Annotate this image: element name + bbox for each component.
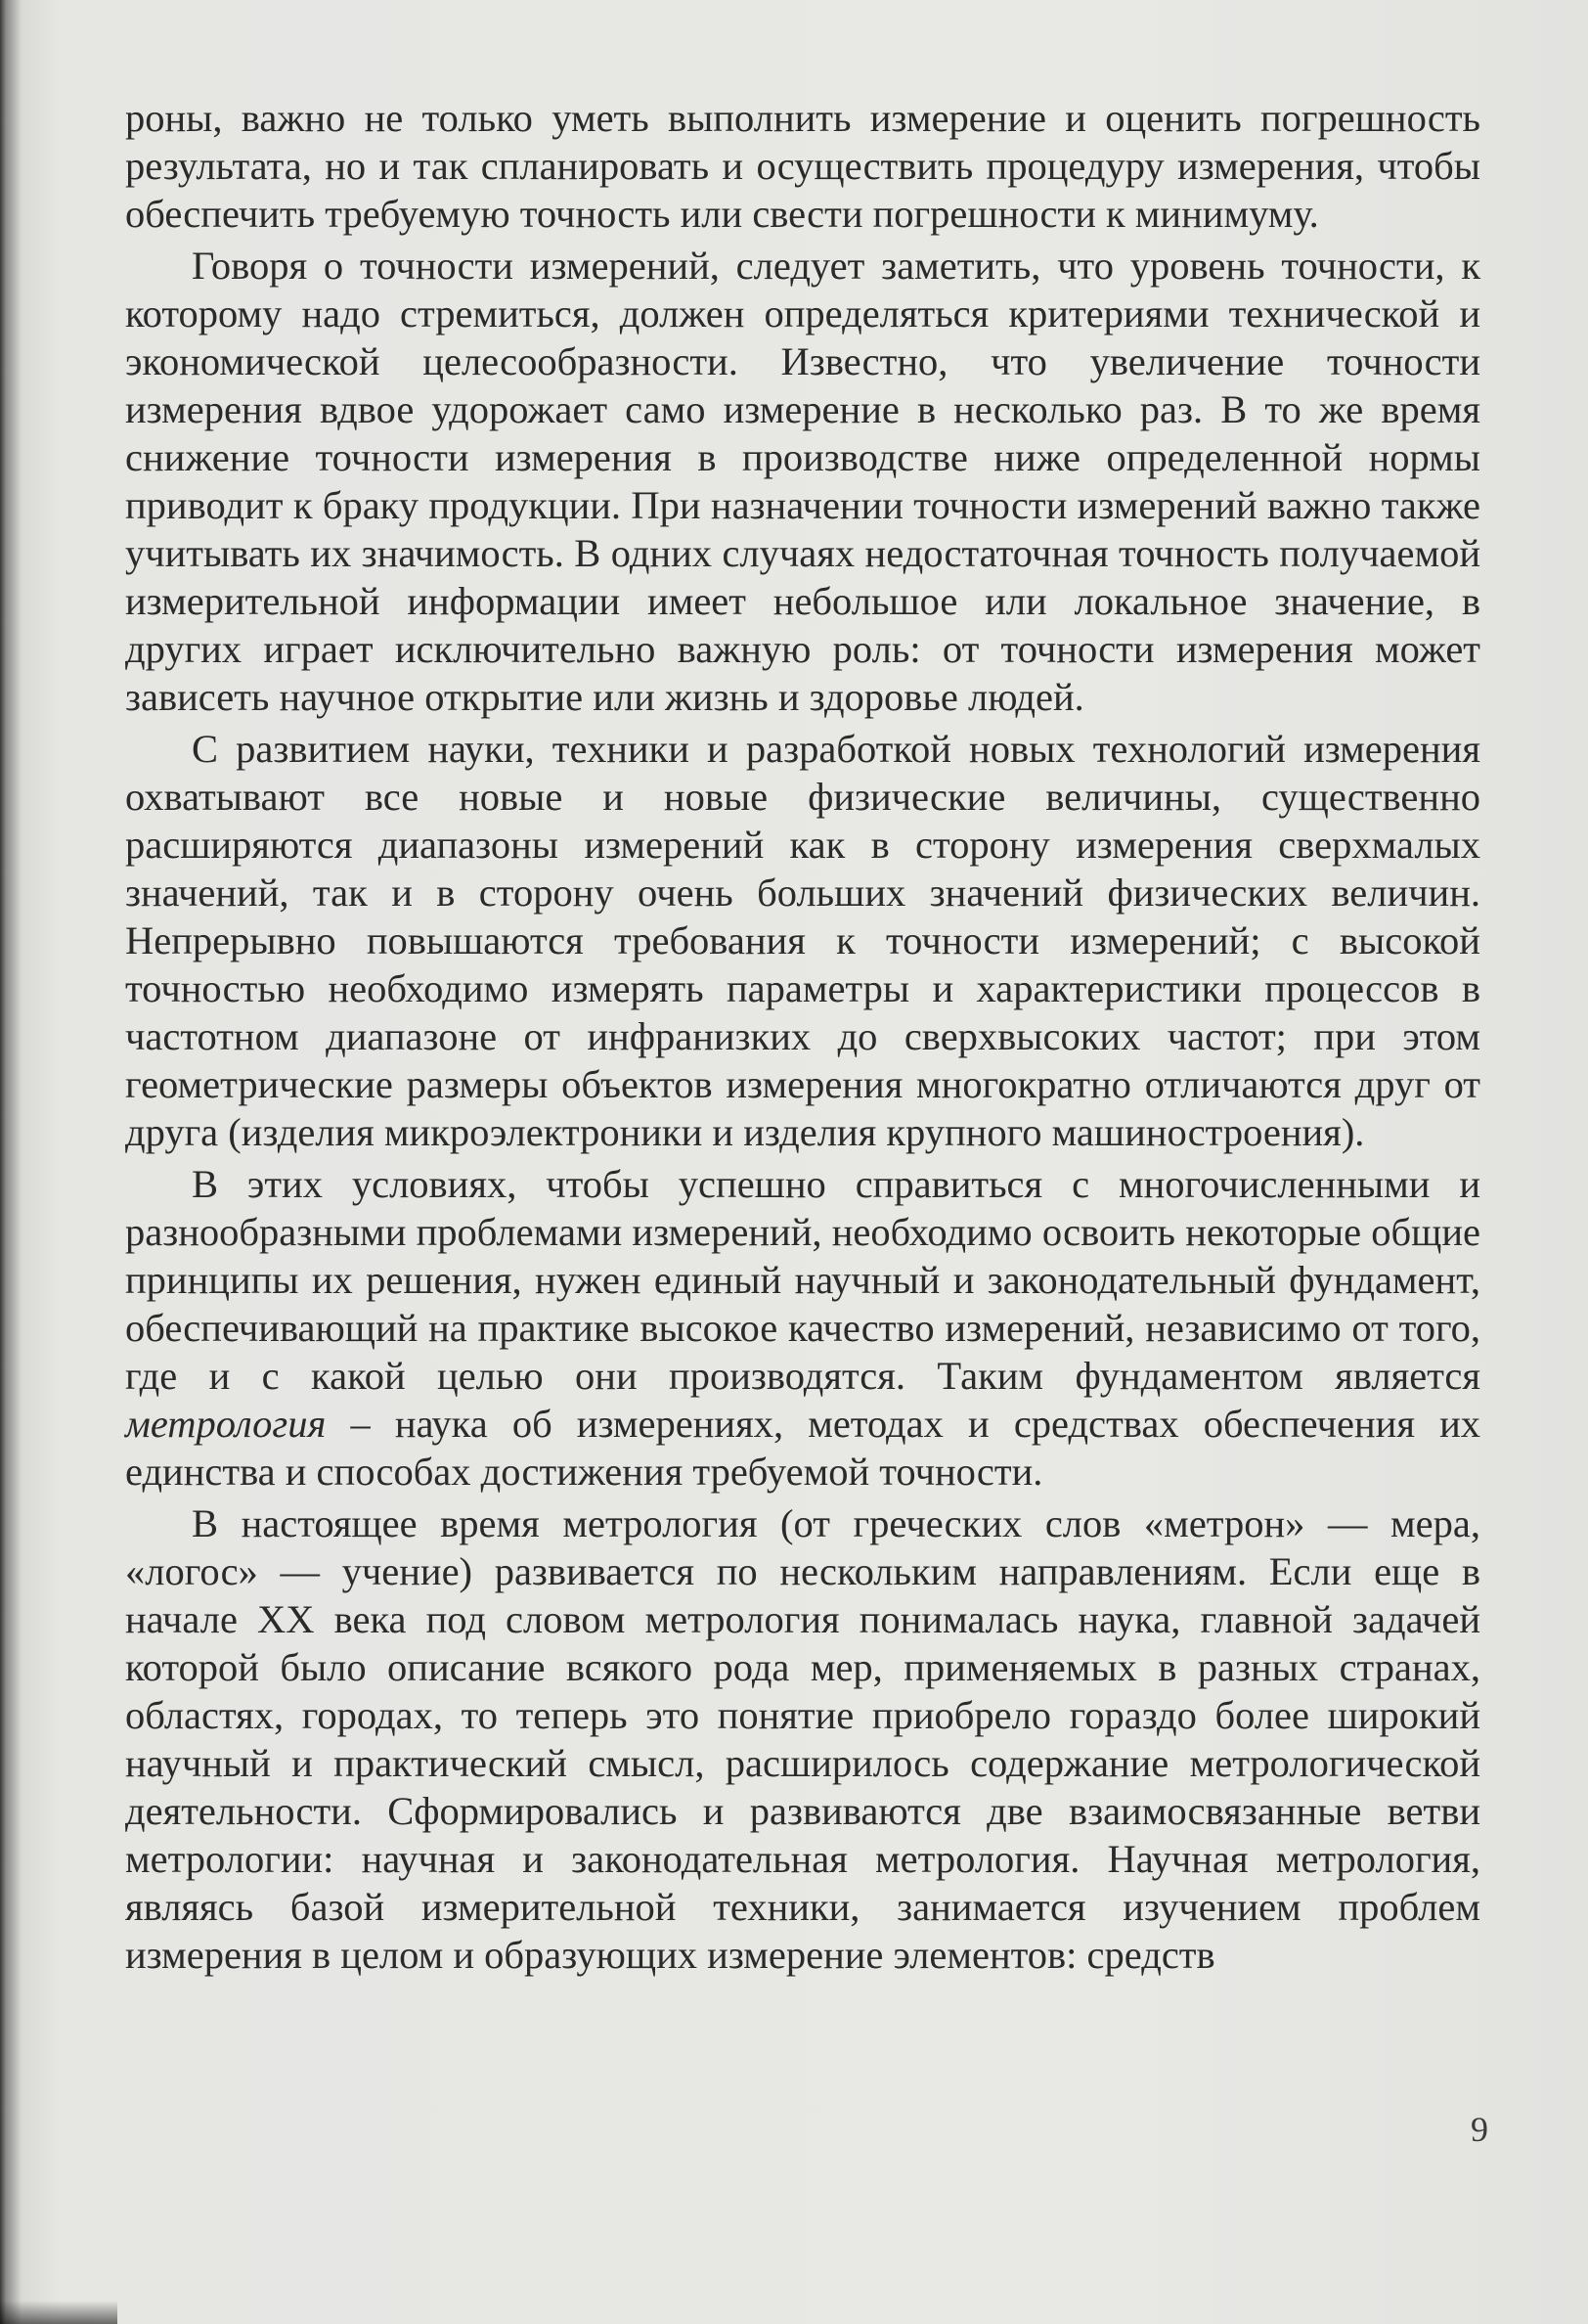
term-metrology: метрология: [125, 1402, 327, 1446]
paragraph-science-development: С развитием науки, техники и разработкой новых технологий измерения охватывают все новые и новые физические величины, существенно расширяются диапазоны измерений как в сторону измерения сверхмалых значений, так и в сторону очень больших значений физических величин. Непрерывно повышаются требования к точности измерений; с высокой точностью необходимо измерять параметры и характеристики процессов в частотном диапазоне от инфранизких до сверхвысоких частот; при этом геометрические размеры объектов измерения многократно отличаются друг от друга (изделия микроэлектроники и изделия крупного машиностроения).: [125, 727, 1480, 1154]
definition-tail-text: – наука об измерениях, методах и средствах обеспечения их единства и способах достижения требуемой точности.: [125, 1402, 1480, 1494]
paragraph-measurement-accuracy: Говоря о точности измерений, следует заметить, что уровень точности, к которому надо стремиться, должен определяться критериями технической и экономической целесообразности. Известно, что увеличение точности измерения вдвое удорожает само измерение в несколько раз. В то же время снижение точности измерения в производстве ниже определенной нормы приводит к браку продукции. При назначении точности измерений важно также учитывать их значимость. В одних случаях недостаточная точность получаемой измерительной информации имеет небольшое или локальное значение, в других играет исключительно важную роль: от точности измерения может зависеть научное открытие или жизнь и здоровье людей.: [125, 244, 1480, 719]
page-number: 9: [1471, 2110, 1488, 2149]
paragraph-metrology-definition: [125, 1160, 1480, 1496]
definition-lead-text: В этих условиях, чтобы успешно справиться с многочисленными и разнообразными проблемами измерений, необходимо освоить некоторые общие принципы их решения, нужен единый научный и законодательный фундамент, обеспечивающий на практике высокое качество измерений, независимо от того, где и с какой целью они производятся. Таким фундаментом является: [125, 1162, 1480, 1398]
binding-shadow: [0, 2301, 117, 2324]
paragraph-metrology-directions: В настоящее время метрология (от греческих слов «метрон» — мера, «логос» — учение) развивается по нескольким направлениям. Если еще в начале XX века под словом метрология понималась наука, главной задачей которой было описание всякого рода мер, применяемых в разных странах, областях, городах, то теперь это понятие приобрело гораздо более широкий научный и практический смысл, расширилось содержание метрологической деятельности. Сформировались и развиваются две взаимосвязанные ветви метрологии: научная и законодательная метрология. Научная метрология, являясь базой измерительной техники, занимается изучением проблем измерения в целом и образующих измерение элементов: средств: [125, 1501, 1480, 1977]
body-text: [125, 94, 1480, 1983]
paragraph-continuation: роны, важно не только уметь выполнить измерение и оценить погрешность результата, но и так спланировать и осуществить процедуру измерения, чтобы обеспечить требуемую точность или свести погрешности к минимуму.: [125, 96, 1480, 236]
